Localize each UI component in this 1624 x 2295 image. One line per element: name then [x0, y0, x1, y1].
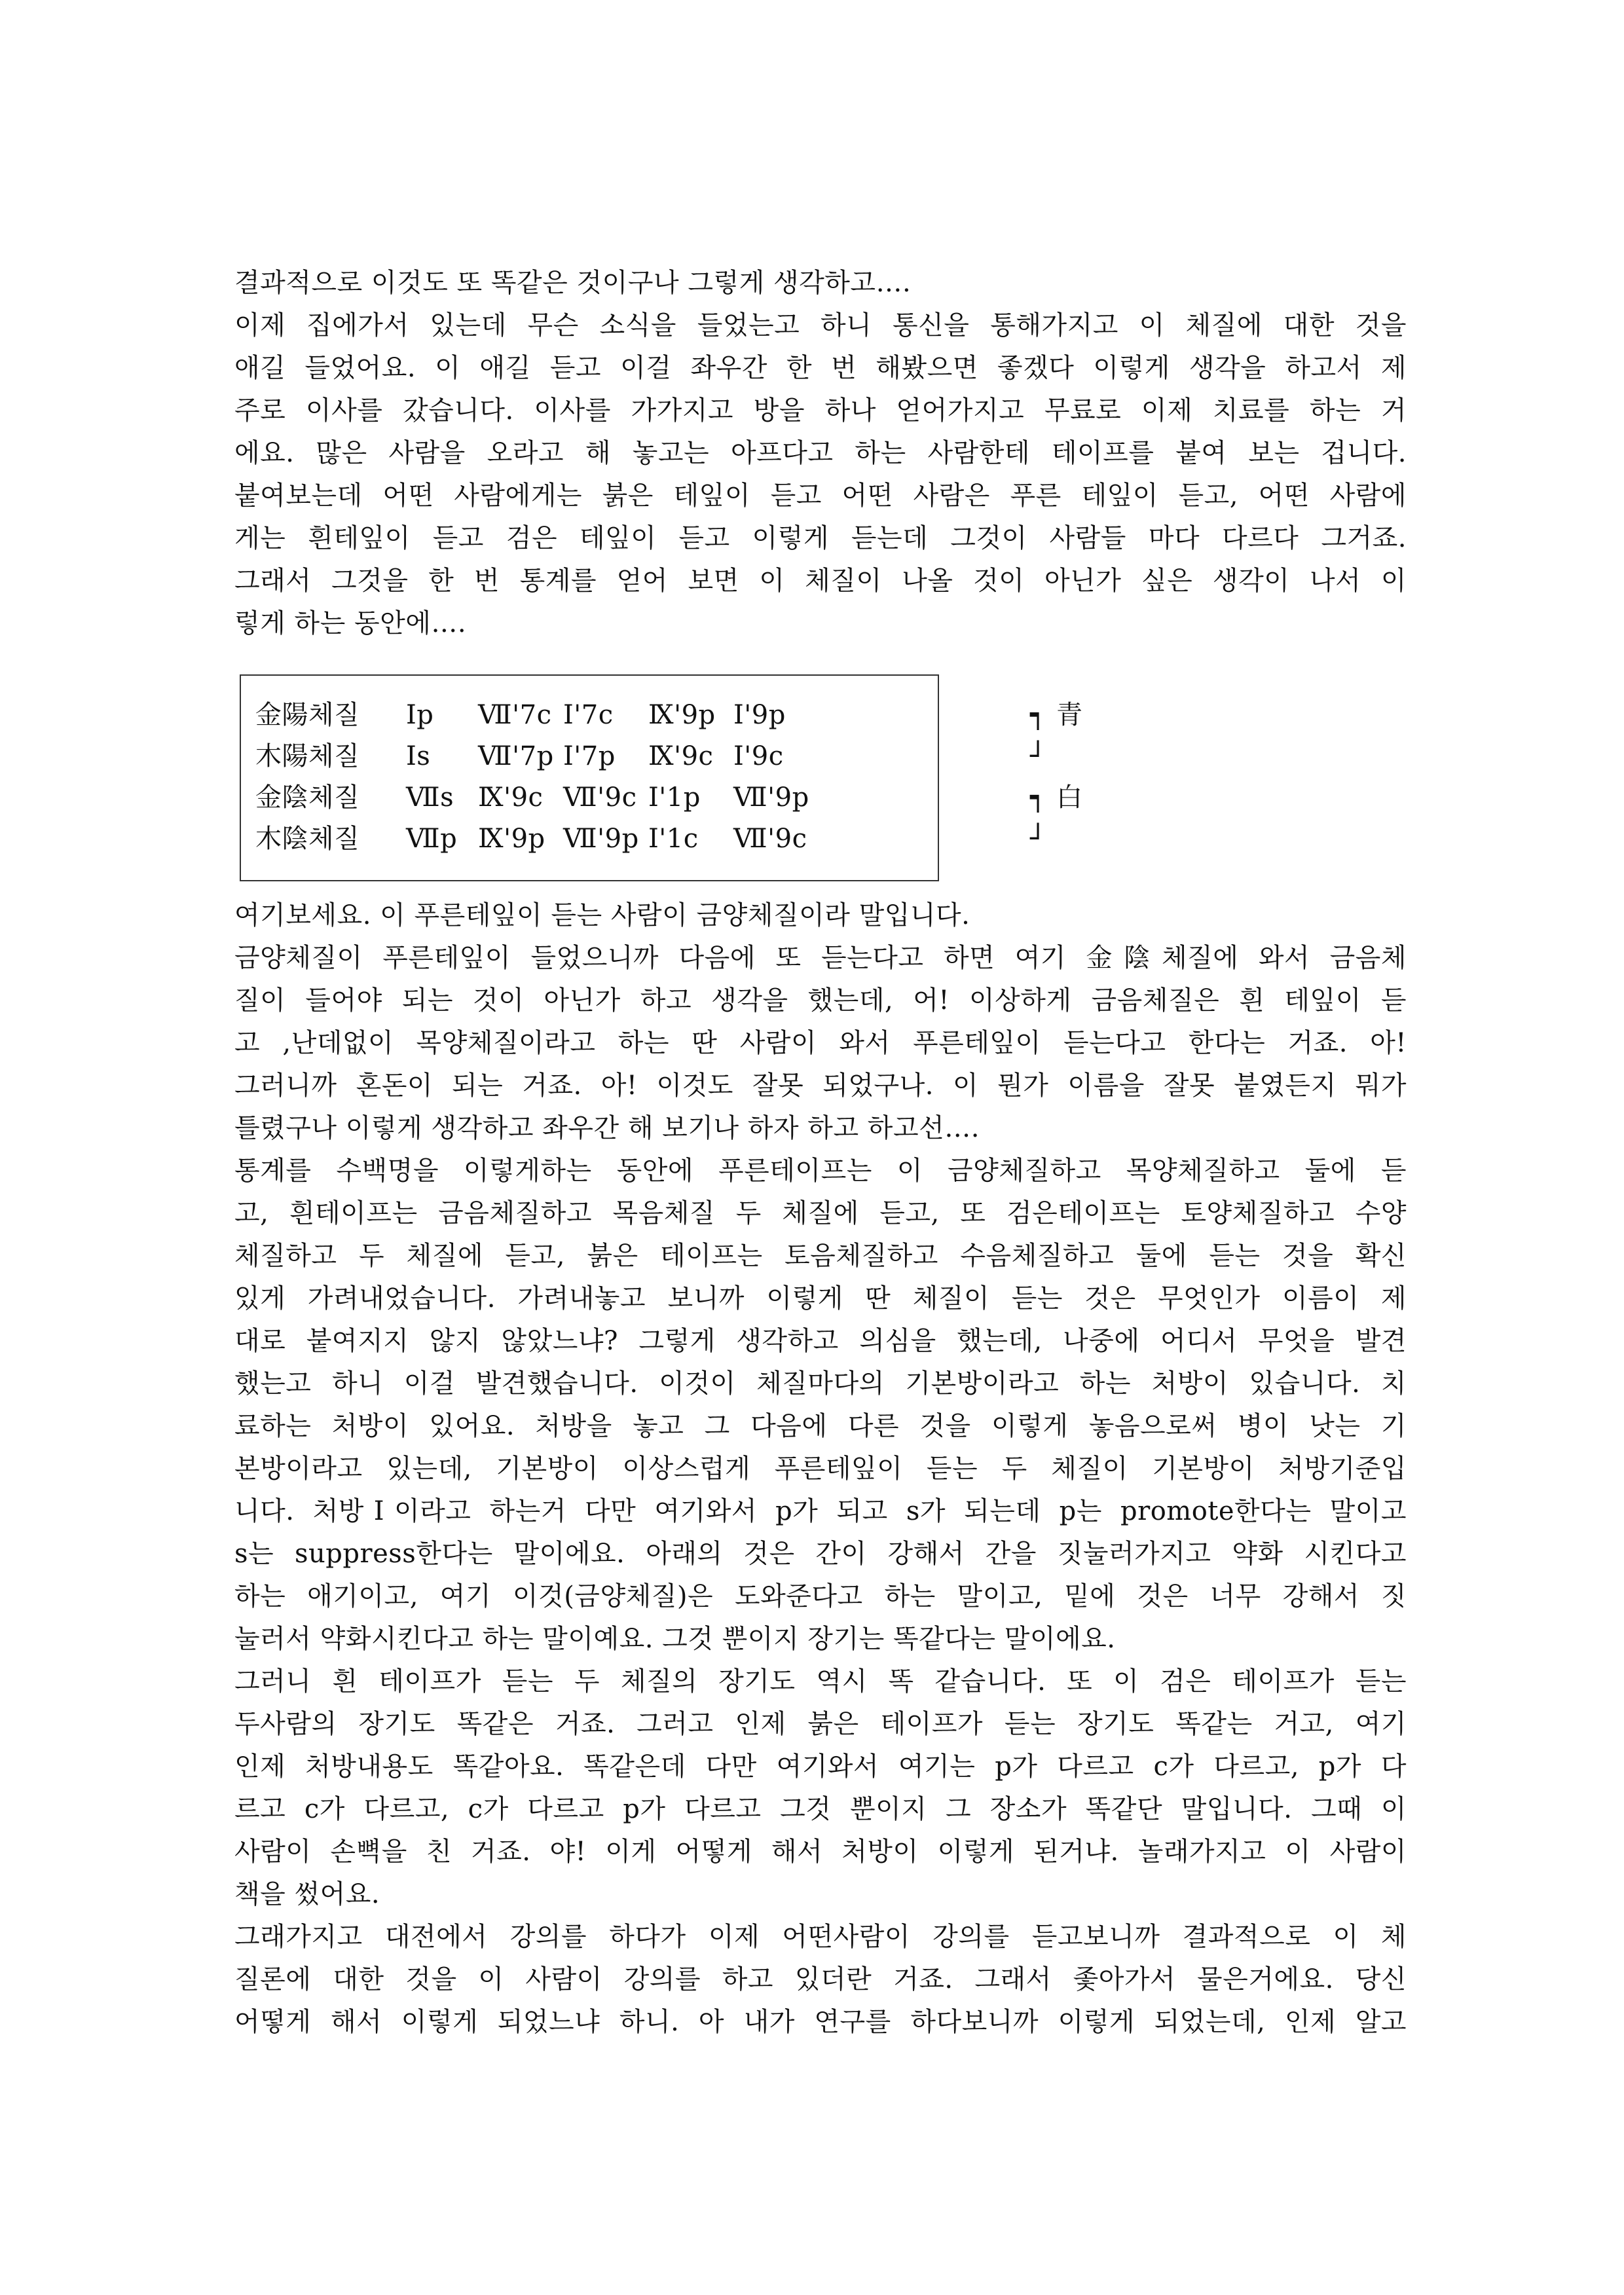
text-line: s는 suppress한다는 말이에요. 아래의 것은 간이 강해서 간을 짓눌러가지고 약화 시킨다고 — [234, 1539, 1407, 1569]
text-line: 주로 이사를 갔습니다. 이사를 가가지고 방을 하나 얻어가지고 무료로 이제 치료를 하는 거 — [234, 395, 1407, 426]
formula-cell: Ⅰ'7p — [563, 741, 616, 771]
text-line: 통계를 수백명을 이렇게하는 동안에 푸른테이프는 이 금양체질하고 목양체질하고 둘에 듣 — [234, 1156, 1407, 1186]
text-line: 인제 처방내용도 똑같아요. 똑같은데 다만 여기와서 여기는 p가 다르고 c가 다르고, p가 다 — [234, 1752, 1407, 1782]
constitution-name: 金陽체질 — [255, 700, 360, 730]
bracket-bottom-group1: ┘ — [1030, 741, 1046, 771]
text-line: 르고 c가 다르고, c가 다르고 p가 다르고 그것 뿐이지 그 장소가 똑같단 말입니다. 그때 이 — [234, 1794, 1407, 1824]
text-line: 료하는 처방이 있어요. 처방을 놓고 그 다음에 다른 것을 이렇게 놓음으로써 병이 낫는 기 — [234, 1411, 1407, 1441]
formula-cell: Ⅶ'7c — [478, 700, 552, 730]
text-line: 눌러서 약화시킨다고 하는 말이예요. 그것 뿐이지 장기는 똑같다는 말이에요. — [234, 1624, 1116, 1654]
text-line: 게는 흰테잎이 듣고 검은 테잎이 듣고 이렇게 듣는데 그것이 사람들 마다 다르다 그거죠. — [234, 523, 1407, 553]
formula-cell: Ⅰ'7c — [563, 700, 614, 730]
constitution-name: 金陰체질 — [255, 782, 360, 813]
prescription-code: Ⅰp — [406, 700, 434, 730]
formula-cell: Ⅰ'9c — [733, 741, 784, 771]
text-line: 체질하고 두 체질에 듣고, 붉은 테이프는 토음체질하고 수음체질하고 둘에 듣는 것을 확신 — [234, 1241, 1407, 1271]
text-line: 질이 들어야 되는 것이 아닌가 하고 생각을 했는데, 어! 이상하게 금음체질은 흰 테잎이 듣 — [234, 985, 1407, 1016]
table-row — [255, 739, 819, 773]
formula-cell: Ⅸ'9c — [648, 741, 714, 771]
constitution-name: 木陰체질 — [255, 824, 360, 854]
text-line: 애길 들었어요. 이 애길 듣고 이걸 좌우간 한 번 해봤으면 좋겠다 이렇게 생각을 하고서 제 — [234, 353, 1407, 383]
formula-cell: Ⅸ'9p — [478, 824, 545, 854]
formula-cell: Ⅰ'1c — [648, 824, 699, 854]
formula-cell: Ⅸ'9c — [478, 782, 544, 813]
constitution-table-box — [240, 674, 1082, 881]
formula-cell: Ⅶ'9p — [563, 824, 639, 854]
text-line: 틀렸구나 이렇게 생각하고 좌우간 해 보기나 하자 하고 하고선…. — [234, 1113, 980, 1143]
text-line: 본방이라고 있는데, 기본방이 이상스럽게 푸른테잎이 듣는 두 체질이 기본방이 처방기준입 — [234, 1454, 1407, 1484]
text-line: 에요. 많은 사람을 오라고 해 놓고는 아프다고 하는 사람한테 테이프를 붙여 보는 겁니다. — [234, 438, 1407, 468]
text-line: 이제 집에가서 있는데 무슨 소식을 들었는고 하니 통신을 통해가지고 이 체질에 대한 것을 — [234, 310, 1407, 340]
group-mark-blue: 青 — [1056, 700, 1082, 730]
text-line: 있게 가려내었습니다. 가려내놓고 보니까 이렇게 딴 체질이 듣는 것은 무엇인가 이름이 제 — [234, 1283, 1407, 1313]
text-line: 어떻게 해서 이렇게 되었느냐 하니. 아 내가 연구를 하다보니까 이렇게 되었는데, 인제 알고 — [234, 2007, 1407, 2037]
bracket-top-group1: ┑ — [1030, 700, 1046, 730]
text-line: 책을 썼어요. — [234, 1879, 380, 1909]
paragraph-block-1 — [234, 262, 1407, 645]
table-row — [255, 822, 819, 856]
formula-cell: Ⅶ'9c — [563, 782, 637, 813]
text-line: 질론에 대한 것을 이 사람이 강의를 하고 있더란 거죠. 그래서 좇아가서 물은거에요. 당신 — [234, 1964, 1407, 1994]
text-line: 여기보세요. 이 푸른테잎이 듣는 사람이 금양체질이라 말입니다. — [234, 900, 970, 930]
text-line: 니다. 처방Ⅰ이라고 하는거 다만 여기와서 p가 되고 s가 되는데 p는 promote한다는 말이고 — [234, 1496, 1407, 1526]
group-mark-white: 白 — [1056, 782, 1082, 813]
formula-cell: Ⅶ'9c — [733, 824, 807, 854]
table-row — [255, 780, 819, 815]
prescription-code: Ⅶp — [406, 824, 458, 854]
prescription-code: Ⅰs — [406, 741, 431, 771]
text-line: 금양체질이 푸른테잎이 들었으니까 다음에 또 듣는다고 하면 여기 金陰체질에 와서 금음체 — [234, 943, 1407, 973]
text-line: 그래가지고 대전에서 강의를 하다가 이제 어떤사람이 강의를 듣고보니까 결과적으로 이 체 — [234, 1922, 1407, 1952]
text-line: 그러니 흰 테이프가 듣는 두 체질의 장기도 역시 똑 같습니다. 또 이 검은 테이프가 듣는 — [234, 1666, 1407, 1697]
text-line: 하는 애기이고, 여기 이것(금양체질)은 도와준다고 하는 말이고, 밑에 것은 너무 강해서 짓 — [234, 1581, 1407, 1611]
formula-cell: Ⅰ'9p — [733, 700, 786, 730]
text-line: 결과적으로 이것도 또 똑같은 것이구나 그렇게 생각하고…. — [234, 268, 912, 298]
text-line: 붙여보는데 어떤 사람에게는 붉은 테잎이 듣고 어떤 사람은 푸른 테잎이 듣고, 어떤 사람에 — [234, 481, 1407, 511]
text-line: 했는고 하니 이걸 발견했습니다. 이것이 체질마다의 기본방이라고 하는 처방이 있습니다. 치 — [234, 1368, 1407, 1399]
formula-cell: Ⅸ'9p — [648, 700, 716, 730]
text-line: 그러니까 혼돈이 되는 거죠. 아! 이것도 잘못 되었구나. 이 뭔가 이름을 잘못 붙였든지 뭐가 — [234, 1071, 1407, 1101]
text-line: 두사람의 장기도 똑같은 거죠. 그러고 인제 붉은 테이프가 듣는 장기도 똑같는 거고, 여기 — [234, 1709, 1407, 1739]
text-line: 대로 붙여지지 않지 않았느냐? 그렇게 생각하고 의심을 했는데, 나중에 어디서 무엇을 발견 — [234, 1326, 1407, 1356]
formula-cell: Ⅰ'1p — [648, 782, 701, 813]
paragraph-block-2 — [234, 894, 1407, 2044]
text-line: 고, 흰테이프는 금음체질하고 목음체질 두 체질에 듣고, 또 검은테이프는 토양체질하고 수양 — [234, 1198, 1407, 1228]
text-line: 사람이 손뼉을 친 거죠. 야! 이게 어떻게 해서 처방이 이렇게 된거냐. 놀래가지고 이 사람이 — [234, 1837, 1407, 1867]
text-line: 렇게 하는 동안에…. — [234, 608, 467, 638]
formula-cell: Ⅶ'7p — [478, 741, 554, 771]
formula-cell: Ⅶ'9p — [733, 782, 809, 813]
prescription-code: Ⅶs — [406, 782, 454, 813]
text-line: 그래서 그것을 한 번 통계를 얻어 보면 이 체질이 나올 것이 아닌가 싶은 생각이 나서 이 — [234, 566, 1407, 596]
bracket-bottom-group2: ┘ — [1030, 824, 1046, 854]
text-line: 고 ,난데없이 목양체질이라고 하는 딴 사람이 와서 푸른테잎이 듣는다고 한다는 거죠. 아! — [234, 1028, 1407, 1058]
table-row — [255, 698, 819, 732]
bracket-top-group2: ┑ — [1030, 782, 1046, 813]
constitution-name: 木陽체질 — [255, 741, 360, 771]
